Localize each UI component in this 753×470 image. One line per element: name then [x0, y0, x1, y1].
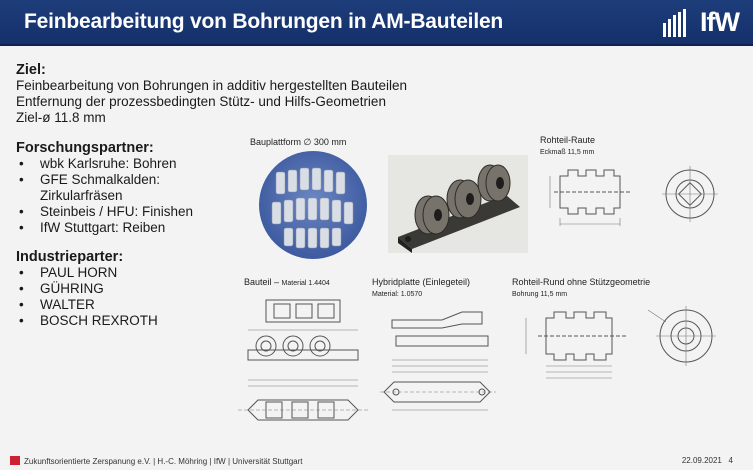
- industry-item: • GÜHRING: [16, 281, 456, 297]
- caption-rohteil-rund: Rohteil-Rund ohne Stützgeometrie: [512, 277, 651, 287]
- drawing-hybridplatte: [372, 300, 502, 420]
- goal-line-1: Feinbearbeitung von Bohrungen in additiv hergestellten Bauteilen: [16, 78, 408, 93]
- research-item: • Steinbeis / HFU: Finishen: [16, 204, 456, 220]
- caption-bauteil: [244, 277, 330, 287]
- subcaption-hybridplatte: Material: 1.0570: [372, 291, 423, 298]
- research-item-continued-text: Zirkularfräsen: [40, 188, 123, 203]
- part-photo: [388, 155, 528, 253]
- goal-line-3: Ziel-ø 11.8 mm: [16, 110, 106, 125]
- footer-date: 22.09.2021: [681, 456, 722, 465]
- drawing-bauteil: [238, 290, 368, 430]
- logo-text: IfW: [700, 7, 739, 37]
- caption-bauteil-text: Bauteil –: [244, 277, 280, 287]
- industry-heading: Industrieparter:: [16, 249, 124, 265]
- slide-header: [0, 0, 753, 46]
- caption-hybridplatte: Hybridplatte (Einlegeteil): [372, 277, 471, 287]
- logo-bars-icon: [661, 9, 691, 37]
- ifw-logo: [661, 7, 739, 39]
- goal-heading: Ziel:: [16, 62, 46, 78]
- drawing-rohteil-raute: [542, 158, 727, 230]
- build-plate-image: [258, 150, 368, 260]
- goal-line-2: Entfernung der prozessbedingten Stütz- und Hilfs-Geometrien: [16, 94, 386, 109]
- footer-logo-icon: [10, 456, 20, 465]
- research-heading: Forschungspartner:: [16, 140, 154, 156]
- industry-item: • WALTER: [16, 297, 456, 313]
- slide-title: Feinbearbeitung von Bohrungen in AM-Bauteilen: [24, 10, 504, 33]
- research-item: • IfW Stuttgart: Reiben: [16, 220, 456, 236]
- caption-bauteil-sub: Material 1.4404: [281, 280, 330, 287]
- footer-credits-text: Zukunftsorientierte Zerspanung e.V. | H.-C. Möhring | IfW | Universität Stuttgart: [24, 457, 303, 466]
- research-item: • GFE Schmalkalden:: [16, 172, 456, 188]
- slide-footer: [0, 452, 753, 470]
- industry-item: • BOSCH REXROTH: [16, 313, 456, 329]
- subcaption-rohteil-rund: Bohrung 11,5 mm: [512, 291, 568, 298]
- research-item: • wbk Karlsruhe: Bohren: [16, 156, 456, 172]
- page-number: 4: [728, 456, 733, 465]
- drawing-rohteil-rund: [516, 300, 736, 386]
- industry-item: • PAUL HORN: [16, 265, 456, 281]
- caption-bauplattform: Bauplattform ∅ 300 mm: [250, 137, 347, 147]
- subcaption-rohteil-raute: Eckmaß 11,5 mm: [540, 149, 595, 156]
- footer-meta: [682, 456, 733, 465]
- footer-credits: [10, 456, 303, 466]
- caption-rohteil-raute: Rohteil-Raute: [540, 135, 596, 145]
